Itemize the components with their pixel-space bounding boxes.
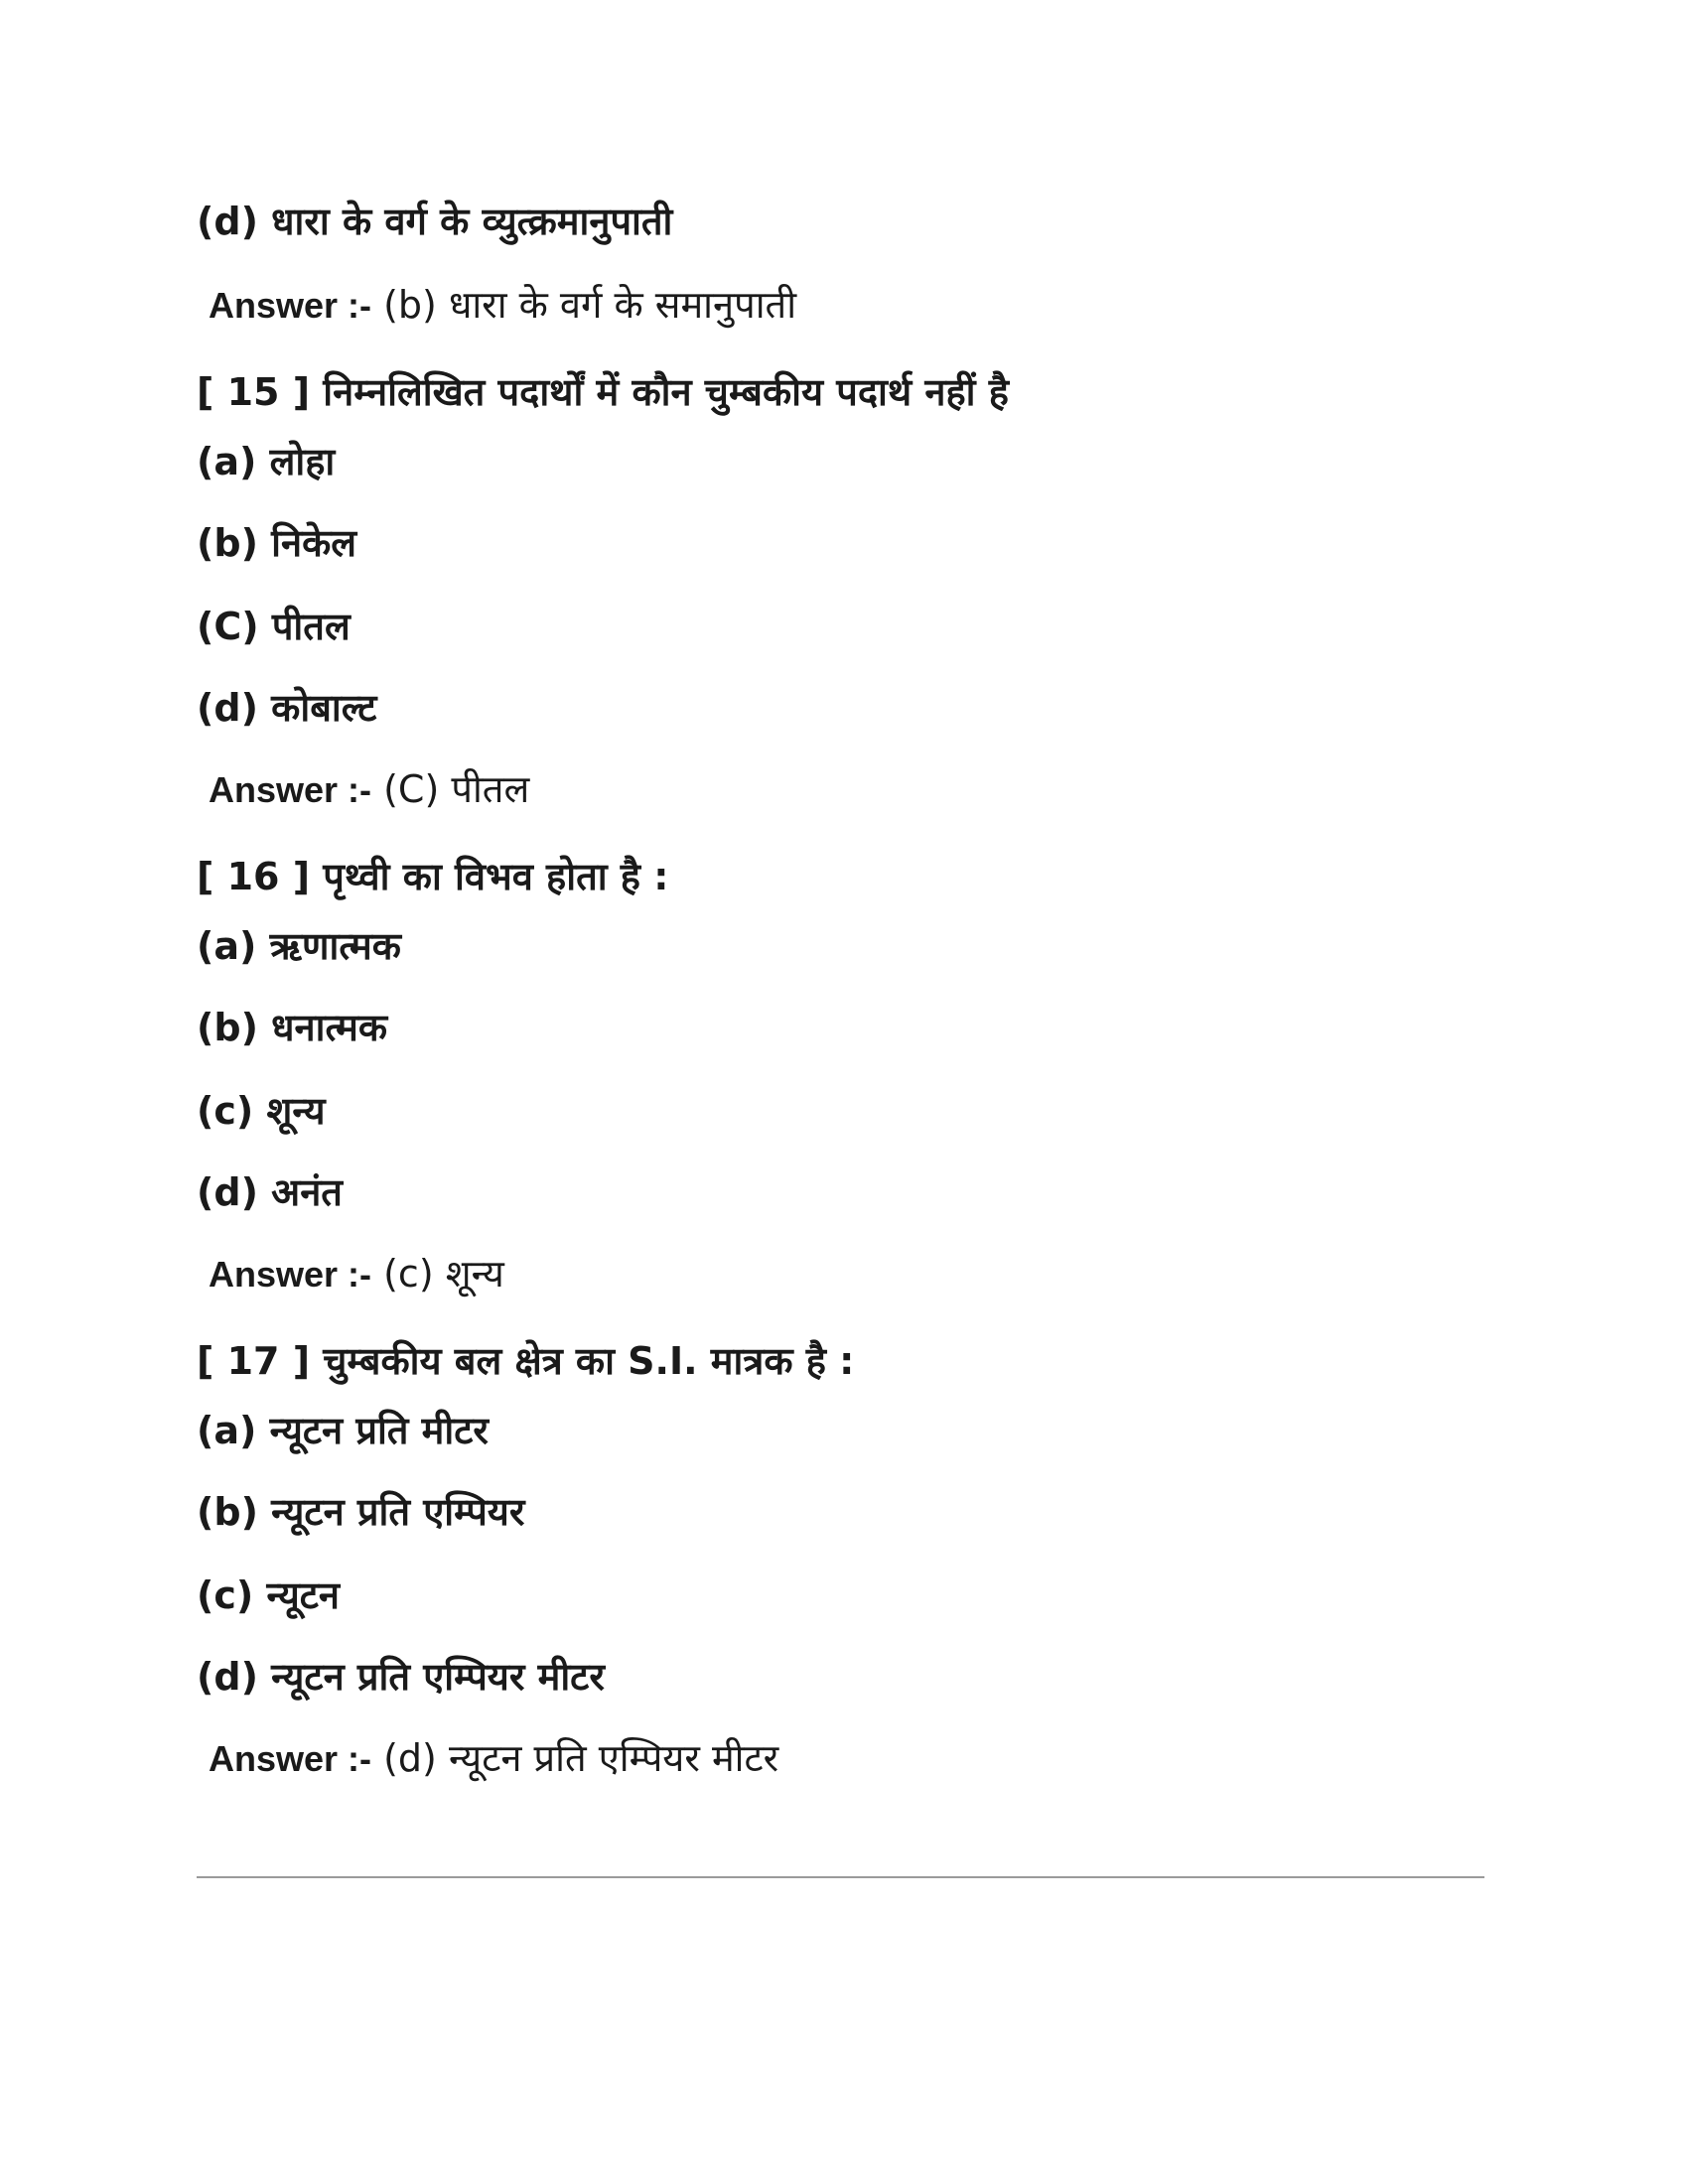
option-16-d: (d) अनंत: [197, 1170, 343, 1214]
answer-15: [209, 764, 529, 815]
answer-14: [209, 280, 796, 331]
option-17-b: (b) न्यूटन प्रति एम्पियर: [197, 1490, 525, 1534]
answer-label: Answer :-: [209, 285, 372, 326]
answer-16: [209, 1249, 504, 1299]
question-15: [ 15 ] निम्नलिखित पदार्थों में कौन चुम्बकीय पदार्थ नहीं है: [197, 370, 1009, 414]
answer-label: Answer :-: [209, 1254, 372, 1295]
answer-text: (d) न्यूटन प्रति एम्पियर मीटर: [371, 1736, 779, 1780]
option-16-b: (b) धनात्मक: [197, 1006, 388, 1049]
option-15-c: (C) पीतल: [197, 605, 351, 648]
question-17: [ 17 ] चुम्बकीय बल क्षेत्र का S.I. मात्रक है :: [197, 1339, 855, 1383]
option-17-d: (d) न्यूटन प्रति एम्पियर मीटर: [197, 1655, 605, 1699]
answer-label: Answer :-: [209, 769, 372, 810]
option-15-a: (a) लोहा: [197, 440, 336, 483]
horizontal-divider: [197, 1876, 1484, 1878]
option-14-d: (d) धारा के वर्ग के व्युत्क्रमानुपाती: [197, 200, 673, 243]
option-15-b: (b) निकेल: [197, 521, 357, 565]
answer-17: [209, 1733, 778, 1784]
option-15-d: (d) कोबाल्ट: [197, 686, 377, 730]
option-16-a: (a) ऋणात्मक: [197, 924, 401, 968]
option-17-c: (c) न्यूटन: [197, 1573, 340, 1617]
option-17-a: (a) न्यूटन प्रति मीटर: [197, 1409, 489, 1452]
answer-text: (c) शून्य: [371, 1252, 504, 1296]
answer-text: (C) पीतल: [371, 767, 530, 811]
answer-text: (b) धारा के वर्ग के समानुपाती: [371, 283, 797, 327]
answer-label: Answer :-: [209, 1738, 372, 1779]
question-16: [ 16 ] पृथ्वी का विभव होता है :: [197, 855, 669, 898]
option-16-c: (c) शून्य: [197, 1089, 326, 1133]
